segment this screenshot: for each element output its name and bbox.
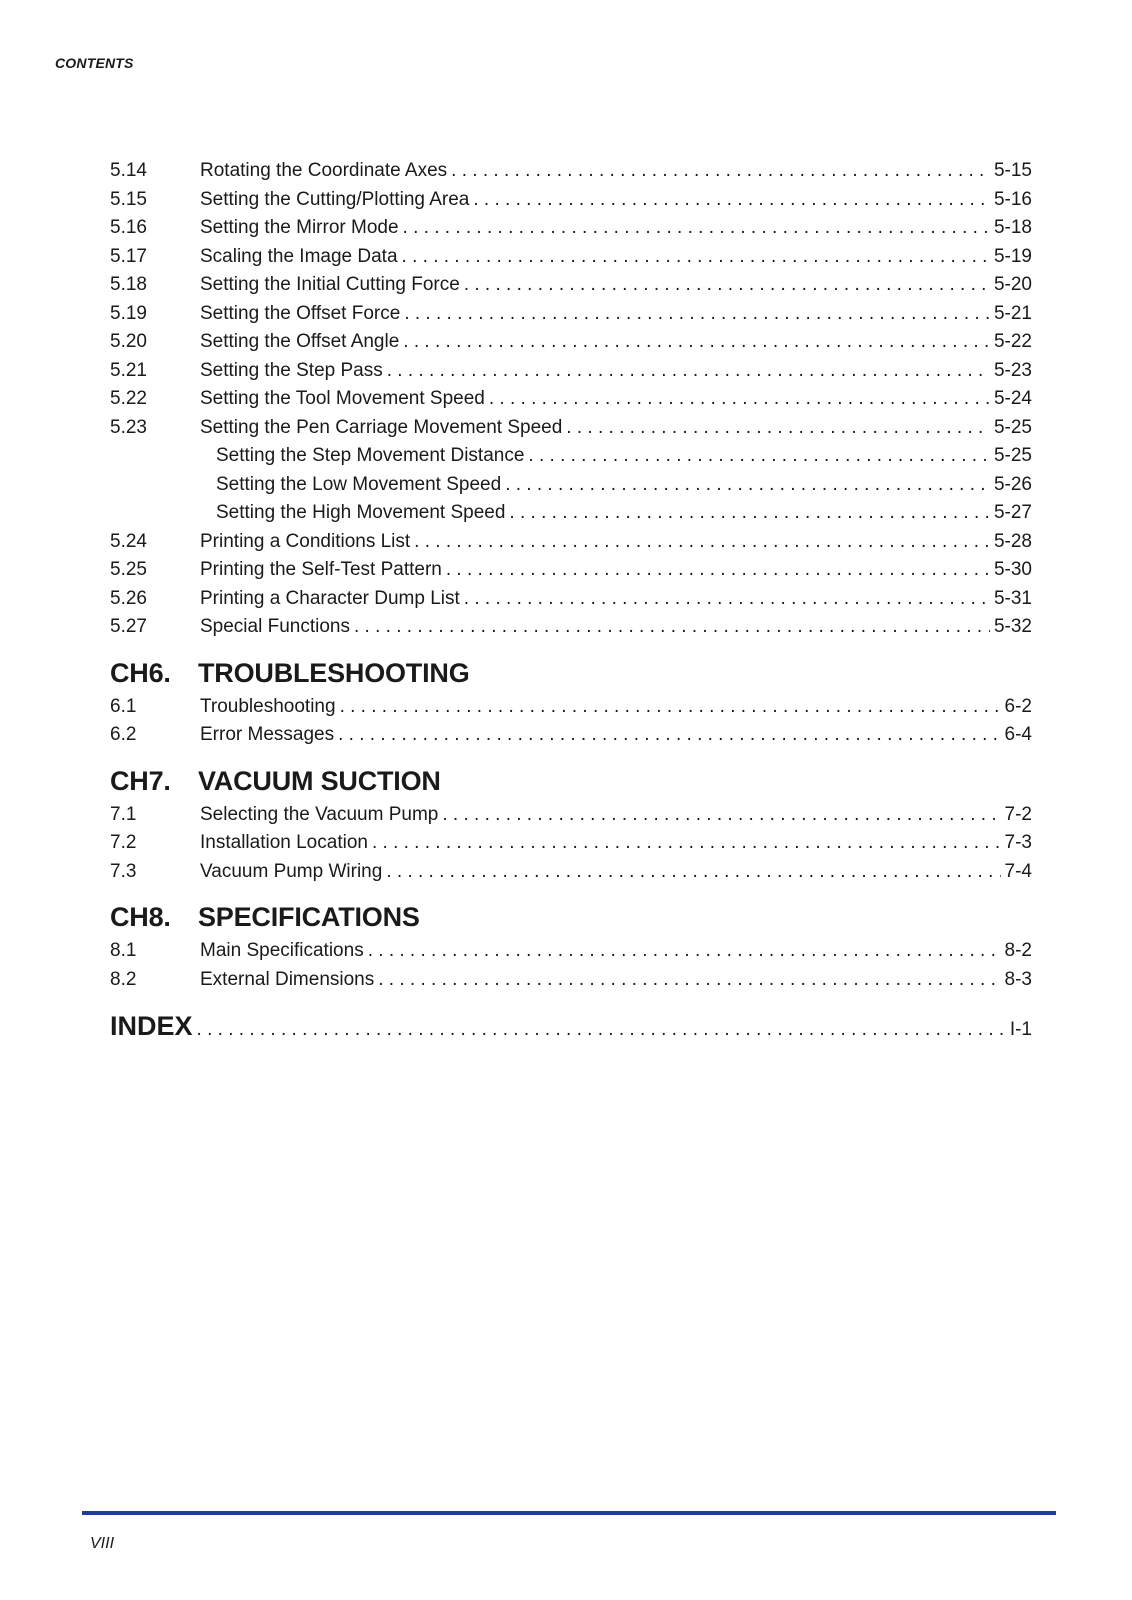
- entry-page: 5-32: [993, 616, 1032, 637]
- entry-page: 5-25: [993, 445, 1032, 466]
- table-of-contents: [110, 160, 1032, 1047]
- entry-number: 8.2: [110, 968, 137, 990]
- entry-title: Setting the Mirror Mode: [200, 217, 399, 238]
- dot-leader: [354, 616, 990, 638]
- index-title: INDEX: [110, 1011, 193, 1041]
- entry-title: Setting the Step Pass: [200, 359, 383, 381]
- entry-title: Setting the Cutting/Plotting Area: [200, 188, 470, 210]
- dot-leader: [528, 445, 990, 467]
- dot-leader: [338, 724, 1000, 746]
- entry-page: 7-2: [1004, 803, 1032, 825]
- dot-leader: [446, 559, 990, 581]
- entry-title: Main Specifications: [200, 940, 364, 961]
- entry-title: Setting the Offset Force: [200, 302, 401, 324]
- toc-entry[interactable]: [110, 502, 1032, 531]
- toc-entry[interactable]: [110, 388, 1032, 417]
- entry-title: Installation Location: [200, 832, 368, 853]
- entry-title: Setting the Tool Movement Speed: [200, 388, 485, 409]
- toc-entry[interactable]: [110, 616, 1032, 645]
- toc-entry[interactable]: [110, 588, 1032, 617]
- entry-page: 5-27: [993, 502, 1032, 523]
- chapter-title: TROUBLESHOOTING: [198, 657, 470, 688]
- entry-page: 5-31: [993, 587, 1032, 609]
- toc-entry[interactable]: [110, 445, 1032, 474]
- dot-leader: [386, 861, 1000, 883]
- entry-number: 5.17: [110, 245, 147, 267]
- entry-title: Printing a Conditions List: [200, 530, 411, 552]
- toc-entry[interactable]: [110, 724, 1032, 753]
- entry-title: Setting the Step Movement Distance: [216, 445, 525, 466]
- dot-leader: [372, 832, 1001, 854]
- entry-page: 7-4: [1004, 860, 1032, 882]
- entry-page: 5-24: [993, 388, 1032, 409]
- entry-page: 5-18: [993, 217, 1032, 238]
- entry-title: Special Functions: [200, 616, 350, 637]
- entry-number: 5.20: [110, 331, 147, 352]
- toc-entry[interactable]: [110, 217, 1032, 246]
- entry-title: Scaling the Image Data: [200, 245, 398, 267]
- running-head: CONTENTS: [55, 55, 134, 71]
- toc-entry[interactable]: [110, 696, 1032, 725]
- entry-page: 5-20: [993, 274, 1032, 295]
- toc-entry[interactable]: [110, 474, 1032, 503]
- entry-page: 5-23: [993, 359, 1032, 381]
- footer-rule: [82, 1511, 1056, 1515]
- entry-number: 5.24: [110, 530, 147, 552]
- entry-number: 5.22: [110, 388, 147, 409]
- dot-leader: [414, 531, 990, 553]
- entry-page: 5-16: [993, 188, 1032, 210]
- chapter-heading: [110, 766, 1032, 802]
- dot-leader: [473, 189, 990, 211]
- entry-title: Troubleshooting: [200, 695, 336, 717]
- entry-title: Rotating the Coordinate Axes: [200, 160, 448, 181]
- entry-page: 5-25: [993, 416, 1032, 438]
- dot-leader: [402, 246, 990, 268]
- dot-leader: [489, 388, 990, 410]
- toc-entry[interactable]: [110, 804, 1032, 833]
- entry-number: 5.19: [110, 302, 147, 324]
- chapter-number: CH8.: [110, 902, 171, 932]
- dot-leader: [464, 274, 990, 296]
- dot-leader: [442, 804, 1000, 826]
- entry-page: 5-30: [993, 559, 1032, 580]
- entry-number: 6.2: [110, 724, 137, 745]
- entry-number: 5.16: [110, 217, 147, 238]
- entry-number: 7.3: [110, 860, 137, 882]
- entry-page: 5-28: [993, 530, 1032, 552]
- entry-page: 5-26: [993, 473, 1032, 495]
- entry-page: 8-2: [1004, 940, 1032, 961]
- dot-leader: [378, 969, 1000, 991]
- entry-title: Setting the Pen Carriage Movement Speed: [200, 416, 563, 438]
- entry-page: 7-3: [1004, 832, 1032, 853]
- entry-page: 5-22: [993, 331, 1032, 352]
- entry-title: Printing a Character Dump List: [200, 587, 460, 609]
- chapter-number: CH6.: [110, 657, 171, 688]
- chapter-title: VACUUM SUCTION: [198, 765, 441, 796]
- entry-number: 5.25: [110, 559, 147, 580]
- dot-leader: [509, 502, 990, 524]
- entry-page: 8-3: [1004, 968, 1032, 990]
- entry-number: 7.2: [110, 832, 137, 853]
- chapter-heading: [110, 902, 1032, 938]
- dot-leader: [403, 331, 990, 353]
- entry-number: 5.26: [110, 587, 147, 609]
- page-folio: VIII: [90, 1535, 115, 1552]
- chapter-number: CH7.: [110, 765, 171, 796]
- entry-page: 6-4: [1004, 724, 1032, 745]
- entry-number: 5.15: [110, 188, 147, 210]
- toc-entry[interactable]: [110, 360, 1032, 389]
- toc-entry[interactable]: [110, 189, 1032, 218]
- index-page: I-1: [1009, 1019, 1032, 1040]
- index-entry[interactable]: [110, 1011, 1032, 1047]
- dot-leader: [197, 1019, 1006, 1041]
- entry-number: 5.14: [110, 160, 147, 181]
- toc-entry[interactable]: [110, 303, 1032, 332]
- entry-title: Printing the Self-Test Pattern: [200, 559, 442, 580]
- dot-leader: [404, 303, 990, 325]
- dot-leader: [464, 588, 990, 610]
- dot-leader: [368, 940, 1001, 962]
- entry-page: 5-15: [993, 160, 1032, 181]
- entry-number: 7.1: [110, 803, 137, 825]
- dot-leader: [340, 696, 1001, 718]
- toc-entry[interactable]: [110, 417, 1032, 446]
- dot-leader: [505, 474, 990, 496]
- dot-leader: [566, 417, 990, 439]
- toc-entry[interactable]: [110, 531, 1032, 560]
- entry-title: External Dimensions: [200, 968, 375, 990]
- toc-entry[interactable]: [110, 969, 1032, 998]
- entry-page: 5-21: [993, 302, 1032, 324]
- entry-title: Setting the Initial Cutting Force: [200, 274, 460, 295]
- toc-entry[interactable]: [110, 940, 1032, 969]
- dot-leader: [451, 160, 990, 182]
- entry-number: 5.23: [110, 416, 147, 438]
- entry-title: Selecting the Vacuum Pump: [200, 803, 439, 825]
- toc-entry[interactable]: [110, 331, 1032, 360]
- chapter-title: SPECIFICATIONS: [198, 902, 420, 932]
- entry-number: 5.27: [110, 616, 147, 637]
- entry-title: Setting the Low Movement Speed: [216, 473, 502, 495]
- entry-title: Vacuum Pump Wiring: [200, 860, 383, 882]
- entry-title: Error Messages: [200, 724, 335, 745]
- toc-entry[interactable]: [110, 861, 1032, 890]
- entry-number: 5.21: [110, 359, 147, 381]
- chapter-heading: [110, 658, 1032, 694]
- toc-entry[interactable]: [110, 274, 1032, 303]
- entry-number: 8.1: [110, 940, 137, 961]
- toc-entry[interactable]: [110, 559, 1032, 588]
- entry-number: 5.18: [110, 274, 147, 295]
- entry-title: Setting the Offset Angle: [200, 331, 400, 352]
- dot-leader: [403, 217, 990, 239]
- toc-entry[interactable]: [110, 246, 1032, 275]
- dot-leader: [387, 360, 990, 382]
- entry-page: 6-2: [1004, 695, 1032, 717]
- entry-page: 5-19: [993, 245, 1032, 267]
- entry-number: 6.1: [110, 695, 137, 717]
- entry-title: Setting the High Movement Speed: [216, 502, 506, 523]
- toc-entry[interactable]: [110, 832, 1032, 861]
- toc-entry[interactable]: [110, 160, 1032, 189]
